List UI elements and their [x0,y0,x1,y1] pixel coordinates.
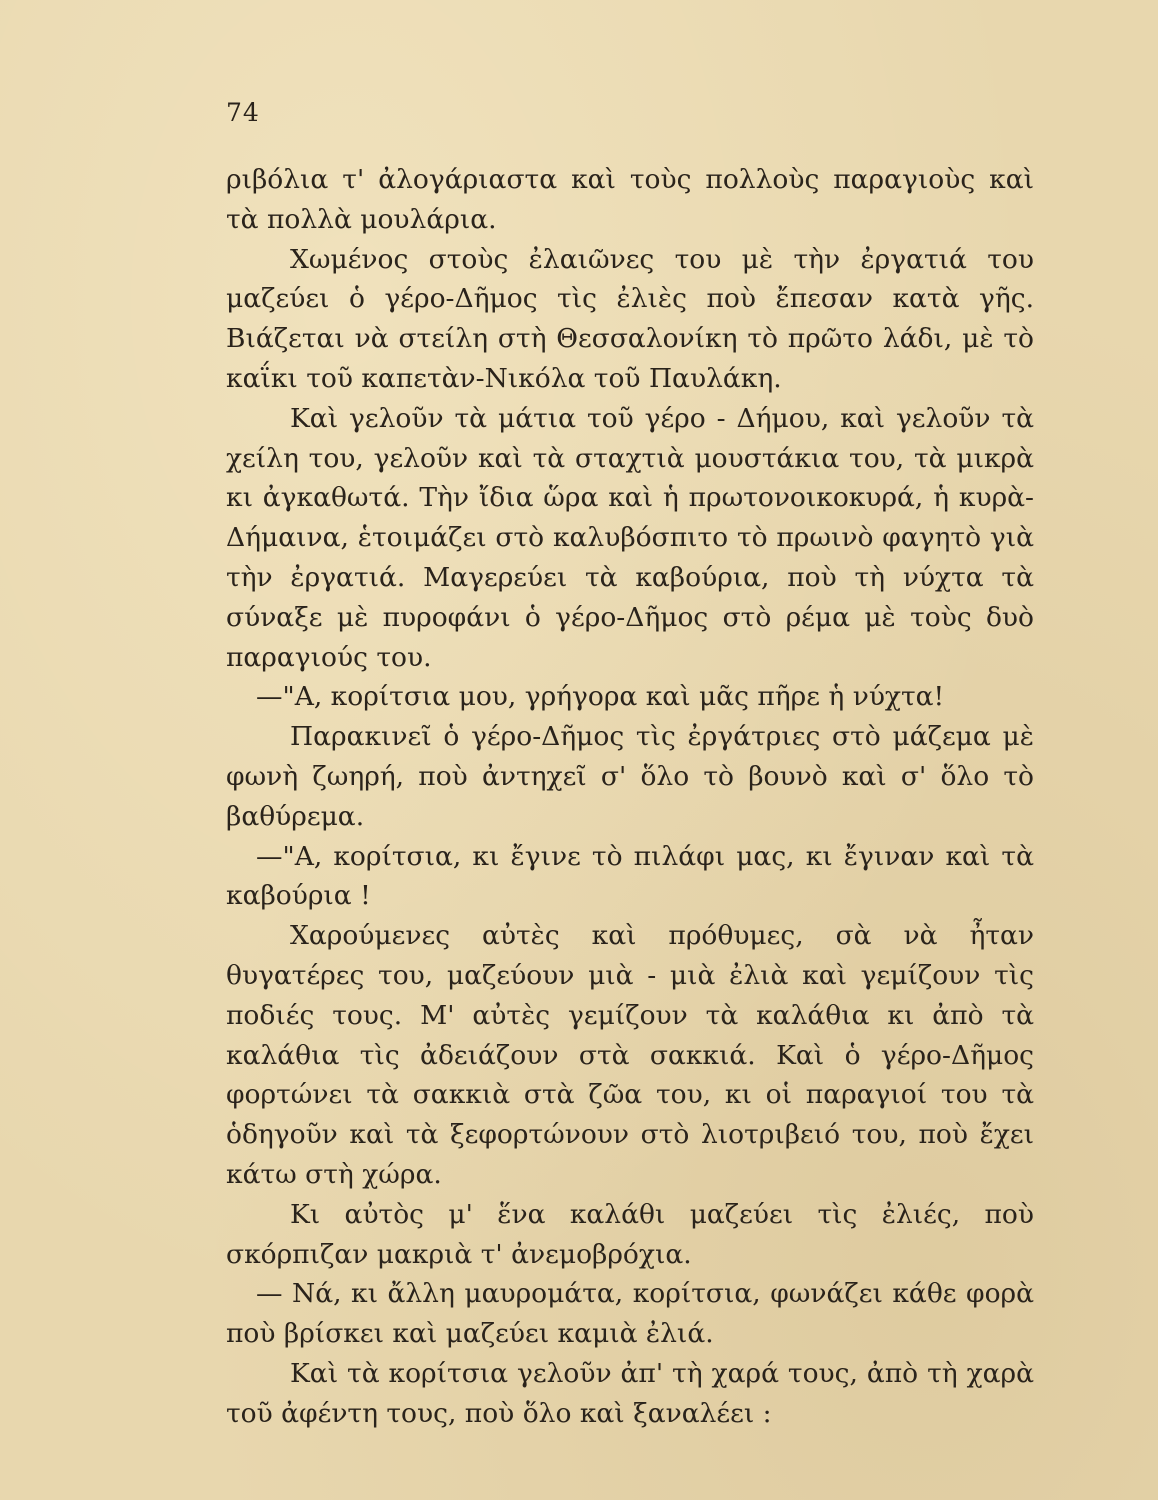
paragraph: Χαρούμενες αὐτὲς καὶ πρόθυμες, σὰ νὰ ἦταν θυγατέρες του, μαζεύουν μιὰ - μιὰ ἐλιὰ καὶ γεμίζουν τὶς ποδιές τους. Μ' αὐτὲς γεμίζουν τὰ καλάθια κι ἀπὸ τὰ καλάθια τὶς ἀδειάζουν στὰ σακκιά. Καὶ ὁ γέρο-Δῆμος φορτώνει τὰ σακκιὰ στὰ ζῶα του, κι οἱ παραγιοί του τὰ ὁδηγοῦν καὶ τὰ ξεφορτώνουν στὸ λιοτριβειό του, ποὺ ἔχει κάτω στὴ χώρα. [226,920,1034,1190]
paragraph: Καὶ γελοῦν τὰ μάτια τοῦ γέρο - Δήμου, καὶ γελοῦν τὰ χείλη του, γελοῦν καὶ τὰ σταχτιὰ μουστάκια του, τὰ μικρὰ κι ἀγκαθωτά. Τὴν ἴδια ὥρα καὶ ἡ πρωτονοικοκυρά, ἡ κυρὰ-Δήμαινα, ἑτοιμάζει στὸ καλυβόσπιτο τὸ πρωινὸ φαγητὸ γιὰ τὴν ἐργατιά. Μαγερεύει τὰ καβούρια, ποὺ τὴ νύχτα τὰ σύναξε μὲ πυροφάνι ὁ γέρο-Δῆμος στὸ ρέμα μὲ τοὺς δυὸ παραγιούς του. [226,402,1034,673]
paragraph: Κι αὐτὸς μ' ἕνα καλάθι μαζεύει τὶς ἐλιές, ποὺ σκόρπιζαν μακριὰ τ' ἀνεμοβρόχια. [226,1198,1034,1270]
body-text [226,160,1034,1434]
dialogue-line: — Νά, κι ἄλλη μαυρομάτα, κορίτσια, φωνάζει κάθε φορὰ ποὺ βρίσκει καὶ μαζεύει καμιὰ ἐλιά. [226,1278,1034,1350]
dialogue-line: —"Α, κορίτσια μου, γρήγορα καὶ μᾶς πῆρε ἡ νύχτα! [256,681,945,713]
paragraph: Παρακινεῖ ὁ γέρο-Δῆμος τὶς ἐργάτριες στὸ μάζεμα μὲ φωνὴ ζωηρή, ποὺ ἀντηχεῖ σ' ὅλο τὸ βουνὸ καὶ σ' ὅλο τὸ βαθύρεμα. [226,721,1034,832]
paragraph-continuation: ριβόλια τ' ἀλογάριαστα καὶ τοὺς πολλοὺς παραγιοὺς καὶ τὰ πολλὰ μουλάρια. [226,164,1034,235]
page-number: 74 [226,98,260,127]
paragraph: Χωμένος στοὺς ἐλαιῶνες του μὲ τὴν ἐργατιά του μαζεύει ὁ γέρο-Δῆμος τὶς ἐλιὲς ποὺ ἔπεσαν κατὰ γῆς. Βιάζεται νὰ στείλη στὴ Θεσσαλονίκη τὸ πρῶτο λάδι, μὲ τὸ καΐκι τοῦ καπετὰν-Νικόλα τοῦ Παυλάκη. [226,243,1034,394]
dialogue-line: —"Α, κορίτσια, κι ἔγινε τὸ πιλάφι μας, κι ἔγιναν καὶ τὰ καβούρια ! [226,840,1034,912]
paragraph: Καὶ τὰ κορίτσια γελοῦν ἀπ' τὴ χαρά τους, ἀπὸ τὴ χαρὰ τοῦ ἀφέντη τους, ποὺ ὅλο καὶ ξαναλέει : [226,1357,1034,1429]
